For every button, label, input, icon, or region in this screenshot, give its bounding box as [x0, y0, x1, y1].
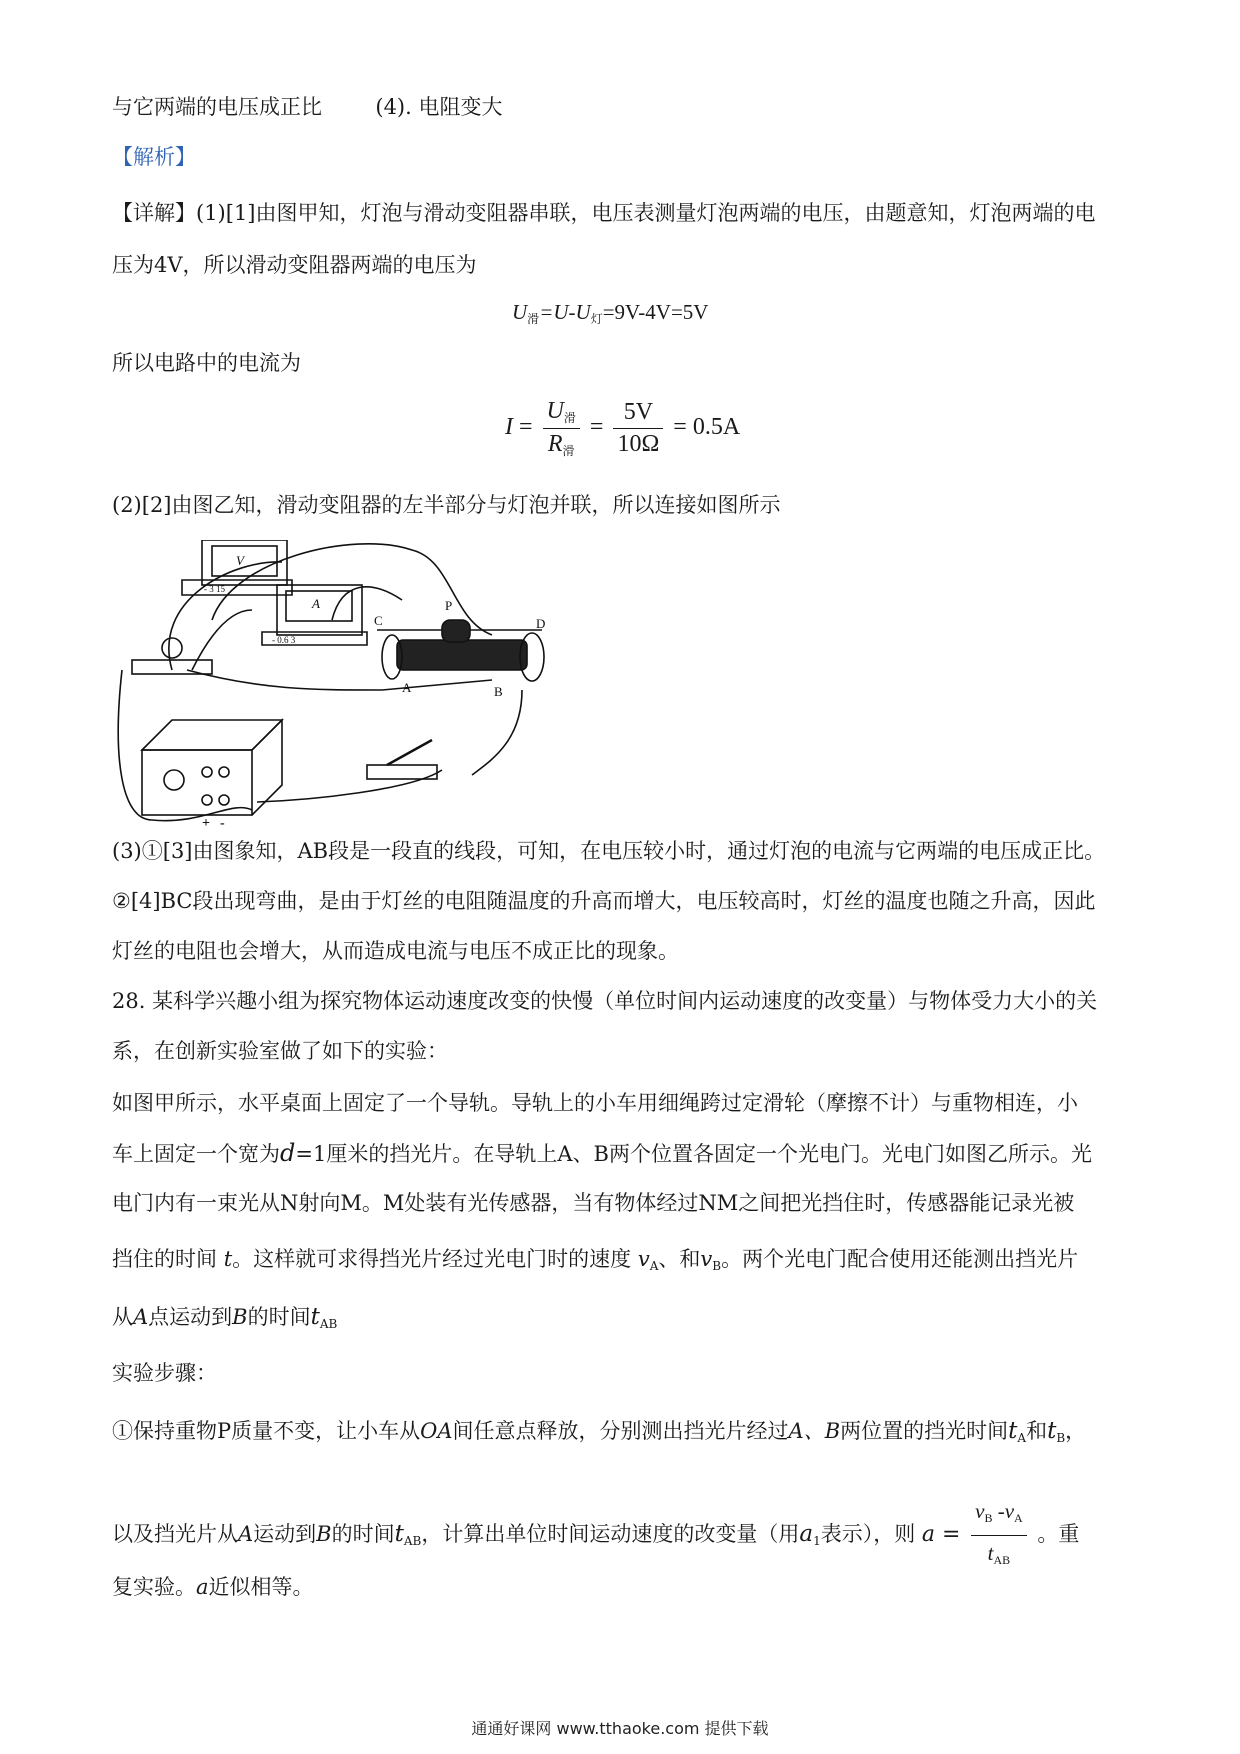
- step-text: 运动到: [253, 1522, 317, 1546]
- q28-text: =1厘米的挡光片。在导轨上: [295, 1142, 558, 1166]
- q28-line-3: 如图甲所示，水平桌面上固定了一个导轨。导轨上的小车用细绳跨过定滑轮（摩擦不计）与重物相连，小: [112, 1091, 1078, 1115]
- answer-text: 与它两端的电压成正比: [112, 95, 322, 119]
- step-text: ①保持重物P质量不变，让小车从: [112, 1419, 421, 1443]
- q28-line-6: [112, 1244, 1078, 1281]
- wire: [472, 690, 522, 775]
- voltmeter-terminals: - 3 15: [204, 584, 225, 594]
- fraction-u-over-r: [543, 398, 580, 459]
- step-symbol-t: t: [394, 1521, 404, 1547]
- wire: [187, 670, 492, 690]
- detail-paragraph-1b: 压为4V，所以滑动变阻器两端的电压为: [112, 253, 477, 277]
- q28-text: 。这样就可求得挡光片经过光电门时的速度: [232, 1247, 632, 1271]
- step-sub: A: [1017, 1431, 1027, 1445]
- q28-sub: B: [712, 1259, 722, 1273]
- step-symbol: A、B: [788, 1419, 841, 1443]
- detail-text: (1)[1]由图甲知，灯泡与滑动变阻器串联，电压表测量灯泡两端的电压，由题意知，灯泡两端的电: [196, 201, 1096, 225]
- eq-num: 5V: [613, 399, 663, 429]
- detail-tag: 【详解】: [112, 201, 196, 225]
- power-terminal: [219, 767, 229, 777]
- detail-paragraph-4: (3)①[3]由图象知，AB段是一段直的线段，可知，在电压较小时，通过灯泡的电流与它两端的电压成正比。: [112, 839, 1106, 863]
- page-footer: 通通好课网 www.tthaoke.com 提供下载: [471, 1719, 769, 1738]
- q28-line-2: 系，在创新实验室做了如下的实验：: [112, 1039, 448, 1063]
- wire: [169, 562, 282, 670]
- detail-paragraph-6: 灯丝的电阻也会增大，从而造成电流与电压不成正比的现象。: [112, 939, 679, 963]
- q28-symbol-t: t: [310, 1304, 320, 1330]
- circuit-diagram: [112, 540, 622, 840]
- q28-symbol-d: d: [280, 1139, 296, 1167]
- step-text: 近似相等。: [208, 1575, 314, 1599]
- rheostat-slider: [442, 620, 470, 642]
- frac-sub: A: [1014, 1511, 1023, 1525]
- step-text: 和: [1026, 1419, 1048, 1443]
- power-terminal: [202, 795, 212, 805]
- analysis-tag: 【解析】: [112, 145, 196, 169]
- ammeter-terminals: - 0.6 3: [272, 635, 296, 645]
- answer-item-4: (4). 电阻变大: [375, 95, 503, 119]
- eq-sub: 滑: [527, 312, 540, 326]
- voltmeter-base: [182, 580, 292, 595]
- fraction-values: [613, 399, 663, 458]
- switch-lever: [387, 740, 432, 765]
- wire: [257, 770, 442, 802]
- step-1-line-1: [112, 1416, 1086, 1453]
- label-c: C: [374, 613, 383, 628]
- q28-line-5: 电门内有一束光从N射向M。M处装有光传感器，当有物体经过NM之间把光挡住时，传感器能记录光被: [112, 1191, 1075, 1215]
- wire: [192, 610, 252, 670]
- eq-equals: =: [589, 414, 604, 441]
- equation-voltage: [512, 300, 708, 327]
- q28-symbol: B: [232, 1305, 248, 1329]
- minus-sign: -: [220, 816, 225, 831]
- step-symbol-a: a: [799, 1521, 814, 1547]
- equation-current: [505, 398, 740, 459]
- fraction-acceleration: [971, 1496, 1027, 1575]
- step-symbol: A: [238, 1522, 254, 1546]
- q28-symbol-v: v: [637, 1247, 650, 1271]
- step-symbol-a: a =: [921, 1522, 961, 1547]
- eq-result: = 0.5A: [673, 414, 741, 441]
- power-top: [142, 720, 282, 750]
- frac-sub: B: [984, 1511, 993, 1525]
- voltmeter-dial: [212, 546, 277, 576]
- q28-sub: AB: [319, 1317, 338, 1331]
- detail-paragraph-1a: [112, 198, 1096, 228]
- q28-symbol-v: v: [700, 1247, 713, 1271]
- eq-sub: 滑: [563, 411, 576, 425]
- step-text: 两位置的挡光时间: [840, 1419, 1009, 1443]
- step-symbol-a: a: [196, 1575, 209, 1599]
- power-terminal: [202, 767, 212, 777]
- q28-line-7: [112, 1302, 337, 1339]
- detail-paragraph-5: ②[4]BC段出现弯曲，是由于灯丝的电阻随温度的升高而增大，电压较高时，灯丝的温度也随之升高，因此: [112, 889, 1096, 913]
- step-text: 表示），则: [820, 1522, 916, 1546]
- q28-text: 挡住的时间: [112, 1247, 217, 1271]
- power-knob: [164, 770, 184, 790]
- ammeter-label: A: [312, 596, 320, 611]
- eq-sub: 滑: [562, 444, 575, 458]
- step-symbol: B: [316, 1522, 332, 1546]
- frac-sub: AB: [993, 1553, 1011, 1567]
- frac-t: t: [987, 1541, 994, 1565]
- power-terminal: [219, 795, 229, 805]
- lamp-bulb: [162, 638, 182, 658]
- frac-v: -v: [992, 1499, 1015, 1523]
- eq-sub: 灯: [590, 312, 603, 326]
- q28-line-4: [112, 1138, 1092, 1169]
- step-text: 的时间: [331, 1522, 395, 1546]
- eq-symbol: =U-U: [539, 300, 591, 324]
- q28-text: 、和: [658, 1247, 701, 1271]
- step-text: ，计算出单位时间运动速度的改变量（用: [421, 1522, 800, 1546]
- label-d: D: [536, 616, 546, 631]
- power-front: [142, 750, 252, 815]
- eq-den: 10Ω: [617, 431, 660, 457]
- plus-sign: +: [202, 816, 210, 831]
- q28-text: 点运动到: [148, 1305, 233, 1329]
- wire: [332, 587, 402, 620]
- step-sub: 1: [813, 1534, 821, 1548]
- q28-text: 车上固定一个宽为: [112, 1142, 280, 1166]
- step-symbol: OA: [420, 1419, 453, 1443]
- step-sub: B: [1056, 1431, 1066, 1445]
- step-symbol-t: t: [1008, 1418, 1018, 1444]
- frac-v: v: [975, 1499, 985, 1523]
- q28-text: A、B两个位置各固定一个光电门。光电门如图乙所示。光: [557, 1142, 1092, 1166]
- step-text: 。重: [1037, 1522, 1080, 1546]
- q28-text: 。两个光电门配合使用还能测出挡光片: [721, 1247, 1079, 1271]
- answer-line: [112, 92, 502, 122]
- rheostat-coil: [397, 640, 527, 670]
- q28-text: 从: [112, 1305, 133, 1329]
- eq-symbol: R: [547, 431, 563, 457]
- eq-symbol: I: [505, 414, 513, 441]
- q28-sub: A: [649, 1259, 659, 1273]
- wire: [118, 670, 252, 821]
- label-p: P: [445, 598, 453, 613]
- label-a: A: [402, 680, 412, 695]
- step-1-line-3: [112, 1572, 314, 1602]
- step-sub: AB: [403, 1534, 422, 1548]
- step-text: ，: [1065, 1419, 1087, 1443]
- eq-equals: =: [519, 414, 533, 441]
- step-text: 间任意点释放，分别测出挡光片经过: [452, 1419, 789, 1443]
- steps-heading: 实验步骤：: [112, 1361, 217, 1385]
- voltmeter-label: V: [236, 553, 244, 568]
- q28-symbol: A: [133, 1305, 149, 1329]
- label-b: B: [494, 684, 503, 699]
- step-text: 以及挡光片从: [112, 1522, 238, 1546]
- detail-paragraph-3: (2)[2]由图乙知，滑动变阻器的左半部分与灯泡并联，所以连接如图所示: [112, 493, 781, 517]
- detail-paragraph-2: 所以电路中的电流为: [112, 351, 301, 375]
- step-1-line-2: [112, 1496, 1079, 1575]
- step-symbol-t: t: [1047, 1418, 1057, 1444]
- q28-line-1: 28. 某科学兴趣小组为探究物体运动速度改变的快慢（单位时间内运动速度的改变量）与物体受力大小的关: [112, 989, 1098, 1013]
- eq-symbol: U: [512, 300, 528, 324]
- eq-symbol: U: [546, 398, 564, 424]
- q28-symbol-t: t: [223, 1247, 233, 1271]
- q28-text: 的时间: [247, 1305, 311, 1329]
- step-text: 复实验。: [112, 1575, 196, 1599]
- eq-rest: =9V-4V=5V: [602, 300, 709, 324]
